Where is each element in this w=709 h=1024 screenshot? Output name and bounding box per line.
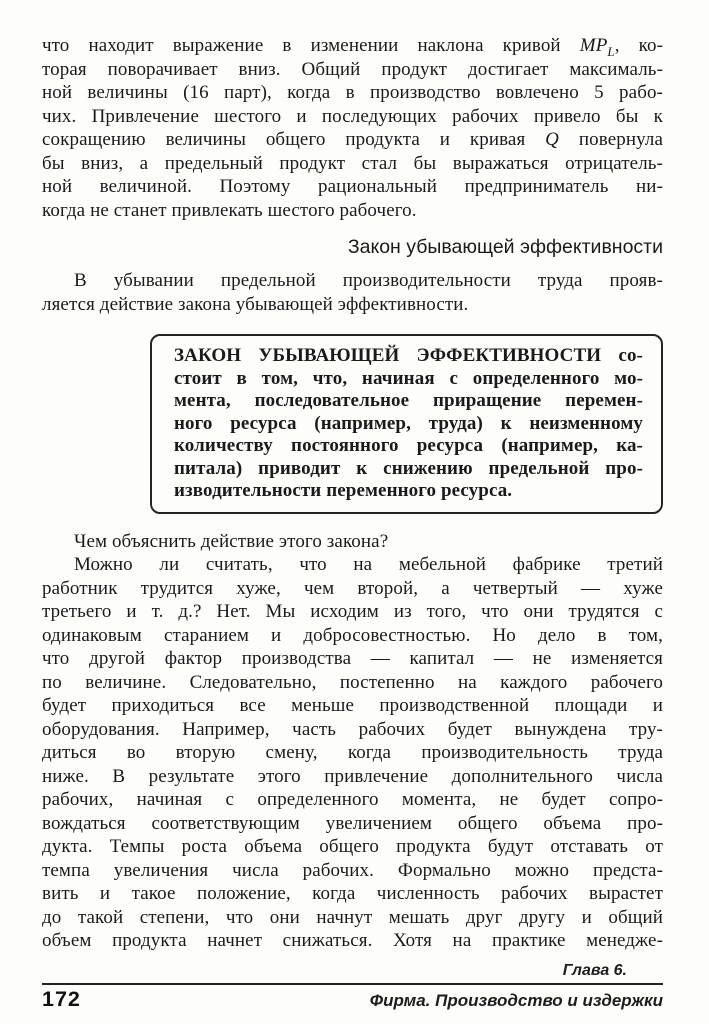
text-line	[42, 600, 663, 624]
paragraph-question	[42, 530, 663, 554]
text-segment: торая поворачивает вниз. Общий продукт достигает максималь-	[42, 58, 663, 80]
text-segment: ниже. В результате этого привлечение дополнительного числа	[42, 765, 663, 787]
text-line	[42, 530, 663, 554]
text-segment: количеству постоянного ресурса (например, ка-	[174, 435, 643, 456]
text-segment: что находит выражение в изменении наклона кривой	[42, 35, 580, 56]
text-segment: одинаковым старанием и добросовестностью. Но дело в том,	[42, 624, 663, 646]
text-line	[42, 624, 663, 648]
text-segment: работник трудится хуже, чем второй, а четвертый — хуже	[42, 577, 663, 599]
text-line	[42, 58, 663, 82]
text-segment: , ко-	[614, 35, 663, 56]
text-segment: третьего и т. д.? Нет. Мы исходим из того, что они трудятся с	[42, 601, 663, 622]
text-segment: Можно ли считать, что на мебельной фабрике третий	[74, 554, 663, 575]
text-line	[42, 199, 663, 223]
page-footer	[42, 962, 663, 1012]
page-number: 172	[42, 987, 81, 1011]
paragraph-explanation	[42, 553, 663, 953]
footer-rule	[42, 983, 663, 985]
text-line	[42, 647, 663, 671]
text-segment: мента, последовательное приращение перемен-	[174, 390, 643, 411]
text-segment: по величине. Следовательно, постепенно на каждого рабочего	[42, 671, 663, 693]
text-segment: будет приходиться все меньше производственной площади и	[42, 695, 663, 716]
text-segment: ной величиной. Поэтому рациональный предприниматель ни-	[42, 176, 663, 197]
chapter-label: Глава 6.	[562, 962, 627, 979]
text-segment: темпа увеличения числа рабочих. Формально можно предста-	[42, 859, 663, 881]
text-line	[174, 345, 643, 368]
text-segment: питала) приводит к снижению предельной про-	[174, 457, 643, 479]
text-line	[42, 812, 663, 836]
text-segment: повернула	[559, 129, 663, 150]
text-segment: ной величины (16 парт), когда в производство вовлечено 5 рабо-	[42, 82, 663, 103]
text-segment: оборудования. Например, часть рабочих будет вынуждена тру-	[42, 718, 663, 740]
text-segment: ляется действие закона убывающей эффективности.	[42, 293, 469, 315]
text-line	[42, 81, 663, 105]
text-segment: ного ресурса (например, труда) к неизменному	[174, 412, 643, 434]
text-line	[174, 480, 643, 503]
definition-box	[150, 334, 663, 514]
text-line	[42, 859, 663, 883]
text-segment: В убывании предельной производительности труда прояв-	[74, 270, 663, 291]
text-segment: вить и такое положение, когда численность рабочих вырастет	[42, 883, 663, 904]
text-segment: стоит в том, что, начиная с определенного мо-	[174, 367, 643, 389]
paragraph-continued	[42, 34, 663, 222]
text-line	[42, 765, 663, 789]
text-line	[42, 128, 663, 152]
text-line	[42, 882, 663, 906]
text-line	[174, 413, 643, 436]
text-segment: ЗАКОН УБЫВАЮЩЕЙ ЭФФЕКТИВНОСТИ со-	[174, 345, 643, 366]
text-segment: диться во вторую смену, когда производительность труда	[42, 742, 663, 763]
text-line	[42, 105, 663, 129]
text-segment: бы вниз, а предельный продукт стал бы выражаться отрицатель-	[42, 152, 663, 174]
text-line	[42, 553, 663, 577]
text-line	[42, 718, 663, 742]
math-symbol: Q	[545, 129, 559, 150]
text-line	[42, 788, 663, 812]
text-line	[42, 269, 663, 293]
text-line	[42, 34, 663, 58]
text-segment: рабочих, начиная с определенного момента, не будет сопро-	[42, 789, 663, 810]
text-line	[174, 390, 643, 413]
text-segment: до такой степени, что они начнут мешать друг другу и общий	[42, 906, 663, 928]
text-line	[42, 175, 663, 199]
text-line	[42, 906, 663, 930]
text-line	[174, 435, 643, 458]
text-segment: объем продукта начнет снижаться. Хотя на практике менедже-	[42, 930, 663, 951]
text-segment: изводительности переменного ресурса.	[174, 480, 513, 501]
text-line	[42, 741, 663, 765]
text-segment: что другой фактор производства — капитал — не изменяется	[42, 648, 663, 669]
text-line	[42, 929, 663, 953]
paragraph-intro	[42, 269, 663, 316]
text-line	[42, 577, 663, 601]
text-segment: дукта. Темпы роста объема общего продукта будут отставать от	[42, 836, 663, 857]
text-segment: Чем объяснить действие этого закона?	[74, 530, 389, 552]
text-line	[174, 368, 643, 391]
text-segment: когда не станет привлекать шестого рабочего.	[42, 199, 417, 221]
text-line	[174, 458, 643, 481]
book-section-title: Фирма. Производство и издержки	[369, 991, 663, 1010]
text-line	[42, 671, 663, 695]
math-symbol: MP	[579, 35, 608, 56]
text-line	[42, 835, 663, 859]
footer-row	[42, 987, 663, 1012]
text-segment: вождаться соответствующим увеличением общего объема про-	[42, 812, 663, 834]
math-symbol: L	[607, 43, 615, 59]
section-heading: Закон убывающей эффективности	[347, 236, 663, 258]
text-segment: сокращению величины общего продукта и кривая	[42, 129, 546, 150]
text-line	[42, 694, 663, 718]
text-line	[42, 293, 663, 317]
text-segment: чих. Привлечение шестого и последующих рабочих привело бы к	[42, 105, 663, 127]
text-line	[42, 152, 663, 176]
